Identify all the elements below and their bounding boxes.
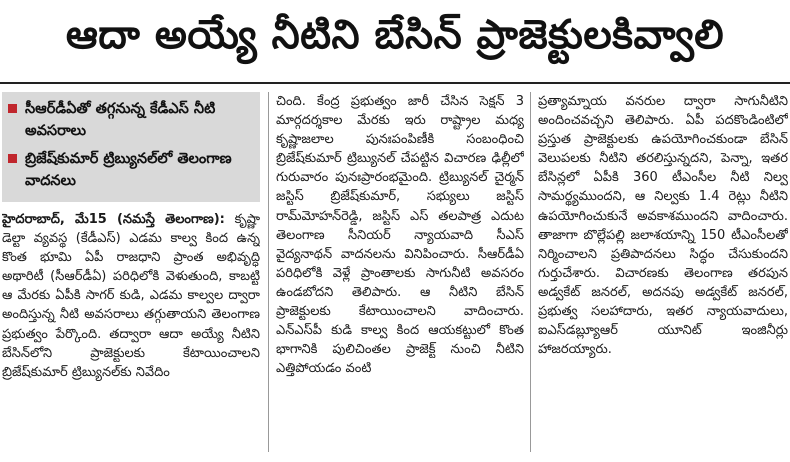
article-column-1 xyxy=(2,210,260,460)
headline-rule xyxy=(0,82,790,84)
highlight-item xyxy=(8,98,254,142)
red-square-bullet-icon xyxy=(8,104,17,113)
highlight-text: సీఆర్‌డీఏతో తగ్గనున్న కేడీఎస్ నీటి అవసరాలు xyxy=(25,101,216,139)
column-2-text: చింది. కేంద్ర ప్రభుత్వం జారీ చేసిన సెక్షన్ 3 మార్గదర్శకాల మేరకు ఇరు రాష్ట్రాల మధ్య కృష్ణాజలాల పునఃపంపిణీకి సంబంధించి బ్రిజేష్‌కుమార్ ట్రిబ్యునల్ చేపట్టిన విచారణ ఢిల్లీలో గురువారం పునఃప్రారంభమైంది. ట్రిబ్యునల్ చైర్మన్ జస్టిస్ బ్రిజేష్‌కుమార్, సభ్యులు జస్టిస్ రామ్‌మోహన్‌రెడ్డి, జస్టిస్ ఎస్ తలపాత్ర ఎదుట తెలంగాణ సీనియర్ న్యాయవాది సీఎస్ వైద్యనాథన్ వాదనలను వినిపించారు. సీఆర్‌డీఏ పరిధిలోకి వెళ్లే ప్రాంతాలకు సాగునీటి అవసరం ఉండబోదని తెలిపారు. ఆ నీటిని బేసిన్ ప్రాజెక్టులకు కేటాయించాలని వాదించారు. ఎన్‌ఎస్‌పీ కుడి కాల్వ కింద ఆయకట్టులో కొంత భాగానికి పులిచింతల ప్రాజెక్ట్ నుంచి నీటిని ఎత్తిపోయడం వంటి xyxy=(276,94,524,377)
highlight-text: బ్రిజేష్‌కుమార్ ట్రిబ్యునల్‌లో తెలంగాణ వాదనలు xyxy=(25,151,232,189)
article-column-2 xyxy=(276,92,524,458)
highlights-box xyxy=(2,92,260,202)
column-1-text: కృష్ణా డెల్టా వ్యవస్థ (కేడీఎస్) ఎడమ కాల్వ కింద ఉన్న కొంత భూమి ఏపీ రాజధాని ప్రాంత అభివృద్ధి అథారిటీ (సీఆర్‌డీఏ) పరిధిలోకి వెళుతుంది, కాబట్టి ఆ మేరకు ఏపీకి సాగర్ కుడి, ఎడమ కాల్వల ద్వారా అందిస్తున్న నీటి అవసరాలు తగ్గుతాయని తెలంగాణ ప్రభుత్వం పేర్కొంది. తద్వారా ఆదా అయ్యే నీటిని బేసిన్‌లోని ప్రాజెక్టులకు కేటాయించాలని బ్రిజేష్‌కుమార్ ట్రిబ్యునల్‌కు నివేదిం xyxy=(2,212,260,380)
red-square-bullet-icon xyxy=(8,154,17,163)
headline: ఆదా అయ్యే నీటిని బేసిన్ ప్రాజెక్టులకివ్వాలి xyxy=(65,12,725,58)
column-divider xyxy=(530,92,531,452)
highlight-item xyxy=(8,148,254,192)
article-column-3 xyxy=(538,92,788,458)
column-3-text: ప్రత్యామ్నాయ వనరుల ద్వారా సాగునీటిని అందించవచ్చని తెలిపారు. ఏపీ పదకొండింటిలో ప్రస్తుత ప్రాజెక్టులకు ఉపయోగించకుండా బేసిన్ వెలుపలకు నీటిని తరలిస్తున్నదని, పెన్నా, ఇతర బేసిన్లలో ఏపీకి 360 టీఎంసీల నీటి నిల్వ సామర్థ్యముందని, ఆ నిల్వకు 1.4 రెట్లు నీటిని ఉపయోగించుకునే అవకాశముందని వాదించారు. తాజాగా బొల్లేపల్లి జలాశయాన్ని 150 టీఎంసీలతో నిర్మించాలని ప్రతిపాదనలు సిద్ధం చేసుకుందని గుర్తుచేశారు. విచారణకు తెలంగాణ తరపున అడ్వకేట్ జనరల్, అదనపు అడ్వకేట్ జనరల్, ప్రభుత్వ సలహాదారు, ఇతర న్యాయవాదులు, ఐఎస్‌డబ్ల్యూఆర్ యూనిట్ ఇంజినీర్లు హాజరయ్యారు. xyxy=(538,94,788,358)
dateline: హైదరాబాద్, మే15 (నమస్తే తెలంగాణ): xyxy=(2,212,225,227)
column-divider xyxy=(268,92,269,452)
